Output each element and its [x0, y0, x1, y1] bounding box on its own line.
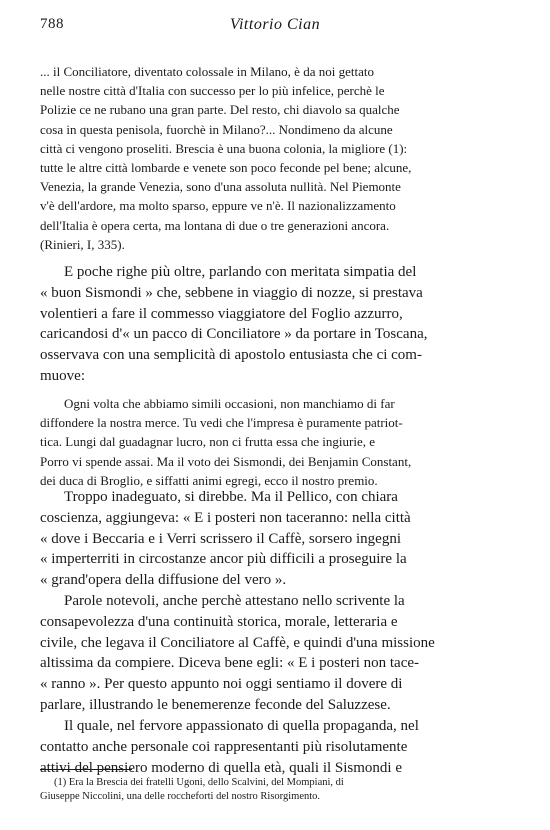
body-line: « grand'opera della diffusione del vero ».: [40, 572, 287, 589]
page-number: 788: [40, 16, 64, 32]
body-line: attivi del pensiero moderno di quella età, quali il Sismondi e: [40, 759, 403, 776]
block-quote-merce: [40, 394, 510, 490]
page-header: [40, 16, 510, 38]
quote-line: ... il Conciliatore, diventato colossale in Milano, è da noi gettato: [40, 64, 374, 79]
quote-line: v'è dell'ardore, ma molto sparso, eppure ve n'è. Il nazionalizzamento: [40, 198, 396, 214]
footnote-line: Giuseppe Niccolini, una delle roccheforti del nostro Risorgimento.: [40, 791, 321, 802]
footnote-divider: [40, 769, 132, 770]
quote-line: città ci vengono proseliti. Brescia è una buona colonia, la migliore (1):: [40, 140, 408, 156]
running-head: Vittorio Cian: [229, 16, 321, 33]
footnote-line: (1) Era la Brescia dei fratelli Ugoni, dello Scalvini, del Mompiani, di: [54, 777, 344, 788]
quote-line: nelle nostre città d'Italia con successo per lo più infelice, perchè le: [40, 83, 385, 99]
body-line: Parole notevoli, anche perchè attestano nello scrivente la: [64, 593, 405, 609]
body-line: « ranno ». Per questo appunto noi oggi sentiamo il dovere di: [40, 676, 403, 693]
body-line: E poche righe più oltre, parlando con meritata simpatia del: [64, 264, 417, 280]
quote-line: dei duca di Broglio, e siffatti animi egregi, ecco il nostro premio.: [40, 472, 378, 488]
paragraph-pellico: [40, 487, 510, 591]
quote-line: Venezia, la grande Venezia, sono d'una assoluta nullità. Nel Piemonte: [40, 179, 401, 195]
body-line: « buon Sismondi » che, sebbene in viaggio di nozze, si prestava: [40, 284, 423, 301]
quote-citation: (Rinieri, I, 335).: [40, 236, 125, 252]
body-line: volentieri a fare il commesso viaggiatore del Foglio azzurro,: [40, 305, 403, 322]
body-line: contatto anche personale coi rappresentanti più risolutamente: [40, 738, 408, 755]
body-line: Troppo inadeguato, si direbbe. Ma il Pellico, con chiara: [64, 489, 398, 505]
body-line: civile, che legava il Conciliatore al Caffè, e quindi d'una missione: [40, 634, 435, 651]
body-line: osservava con una semplicità di apostolo entusiasta che ci com-: [40, 347, 422, 364]
quote-line: Ogni volta che abbiamo simili occasioni, non manchiamo di far: [64, 396, 395, 411]
quote-line: tutte le altre città lombarde e venete son poco feconde pel bene; alcune,: [40, 160, 412, 176]
body-line: muove:: [40, 367, 85, 384]
quote-line: Polizie ce ne rubano una gran parte. Del resto, chi diavolo sa qualche: [40, 102, 400, 118]
paragraph-parole-notevoli: [40, 591, 510, 716]
body-line: altissima da compiere. Diceva bene egli: « E i posteri non tace-: [40, 655, 420, 672]
body-line: consapevolezza d'una continuità storica, morale, letteraria e: [40, 613, 398, 630]
quote-line: diffondere la nostra merce. Tu vedi che l'impresa è puramente patriot-: [40, 415, 403, 431]
quote-line: dell'Italia è opera certa, ma lontana di due o tre generazioni ancora.: [40, 217, 390, 233]
body-line: parlare, illustrando le benemerenze feconde del Saluzzese.: [40, 696, 391, 713]
block-quote-letter: [40, 62, 510, 254]
body-line: Il quale, nel fervore appassionato di quella propaganda, nel: [64, 718, 419, 734]
footnote: [40, 776, 510, 804]
quote-line: cosa in questa penisola, fuorchè in Milano?... Nondimeno da alcune: [40, 121, 393, 137]
body-line: coscienza, aggiungeva: « E i posteri non taceranno: nella città: [40, 509, 411, 526]
body-line: « dove i Beccaria e i Verri scrissero il Caffè, sorsero ingegni: [40, 530, 401, 547]
paragraph-sismondi: [40, 262, 510, 387]
body-line: « imperterriti in circostanze ancor più difficili a proseguire la: [40, 551, 407, 568]
quote-line: Porro vi spende assai. Ma il voto dei Sismondi, dei Benjamin Constant,: [40, 453, 412, 469]
quote-line: tica. Lungi dal guadagnar lucro, non ci frutta essa che ingiurie, e: [40, 434, 375, 450]
body-line: caricandosi d'« un pacco di Conciliatore » da portare in Toscana,: [40, 326, 428, 343]
